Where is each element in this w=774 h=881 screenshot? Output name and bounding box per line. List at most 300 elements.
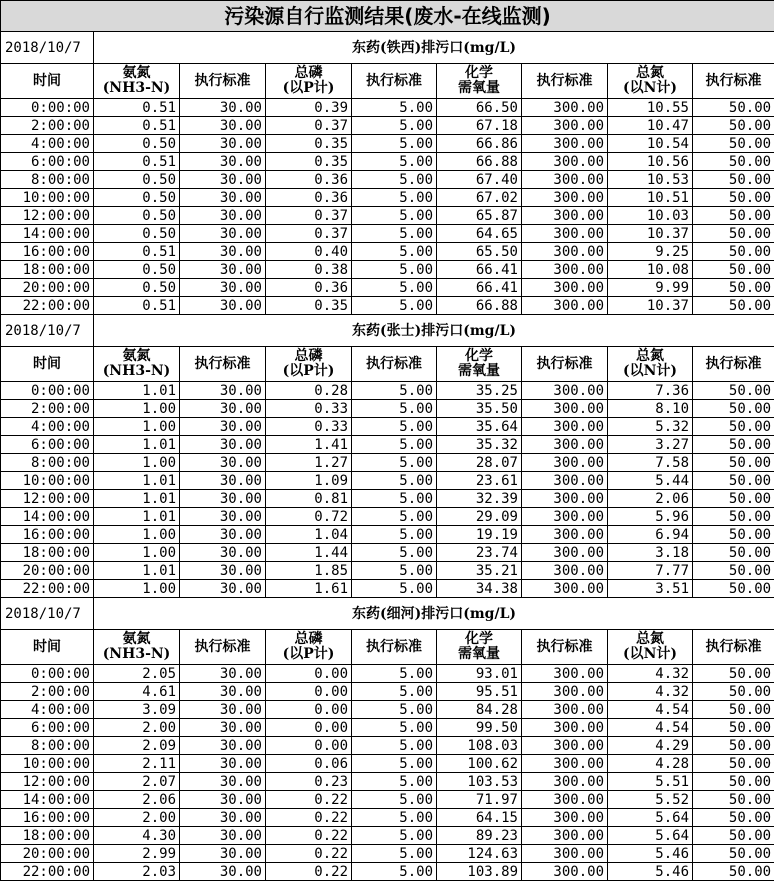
cod-value: 124.63 [437, 845, 522, 863]
cod-value: 93.01 [437, 665, 522, 683]
nitrogen-standard: 50.00 [693, 580, 774, 598]
time-cell: 6:00:00 [1, 153, 94, 171]
cod-value: 23.61 [437, 472, 522, 490]
cod-value: 66.41 [437, 261, 522, 279]
phosphorus-standard: 5.00 [352, 135, 437, 153]
ammonia-value: 2.00 [94, 719, 180, 737]
ammonia-standard: 30.00 [180, 207, 266, 225]
cod-standard: 300.00 [522, 773, 608, 791]
nitrogen-value: 4.28 [608, 755, 693, 773]
ammonia-standard: 30.00 [180, 562, 266, 580]
ammonia-value: 0.51 [94, 99, 180, 117]
phosphorus-value: 1.09 [266, 472, 352, 490]
ammonia-standard: 30.00 [180, 845, 266, 863]
table-row [1, 243, 774, 261]
section-header-row [1, 315, 774, 347]
nitrogen-value: 5.44 [608, 472, 693, 490]
phosphorus-standard: 5.00 [352, 526, 437, 544]
time-cell: 0:00:00 [1, 99, 94, 117]
phosphorus-value: 0.22 [266, 845, 352, 863]
time-cell: 18:00:00 [1, 261, 94, 279]
ammonia-standard: 30.00 [180, 243, 266, 261]
time-cell: 6:00:00 [1, 436, 94, 454]
section-date: 2018/10/7 [1, 598, 94, 630]
ammonia-standard: 30.00 [180, 261, 266, 279]
ammonia-value: 0.51 [94, 297, 180, 315]
ammonia-standard: 30.00 [180, 279, 266, 297]
phosphorus-value: 0.37 [266, 117, 352, 135]
table-row [1, 418, 774, 436]
ammonia-value: 1.01 [94, 490, 180, 508]
cod-standard: 300.00 [522, 153, 608, 171]
nitrogen-value: 9.99 [608, 279, 693, 297]
ammonia-value: 1.00 [94, 454, 180, 472]
phosphorus-standard: 5.00 [352, 99, 437, 117]
column-header-row [1, 64, 774, 99]
cod-value: 35.50 [437, 400, 522, 418]
cod-standard: 300.00 [522, 791, 608, 809]
nitrogen-value: 4.29 [608, 737, 693, 755]
cod-value: 65.50 [437, 243, 522, 261]
table-row [1, 225, 774, 243]
phosphorus-standard: 5.00 [352, 279, 437, 297]
table-row [1, 809, 774, 827]
phosphorus-value: 0.28 [266, 382, 352, 400]
standard-header: 执行标准 [352, 347, 437, 382]
nitrogen-standard: 50.00 [693, 225, 774, 243]
cod-value: 99.50 [437, 719, 522, 737]
cod-standard: 300.00 [522, 279, 608, 297]
cod-value: 66.88 [437, 297, 522, 315]
phosphorus-standard: 5.00 [352, 701, 437, 719]
nitrogen-value: 6.94 [608, 526, 693, 544]
nitrogen-standard: 50.00 [693, 737, 774, 755]
nitrogen-value: 5.46 [608, 845, 693, 863]
nitrogen-value: 10.55 [608, 99, 693, 117]
phosphorus-value: 0.00 [266, 683, 352, 701]
cod-standard: 300.00 [522, 207, 608, 225]
table-row [1, 526, 774, 544]
cod-standard: 300.00 [522, 418, 608, 436]
nitrogen-standard: 50.00 [693, 418, 774, 436]
time-cell: 20:00:00 [1, 279, 94, 297]
ammonia-standard: 30.00 [180, 297, 266, 315]
ammonia-standard: 30.00 [180, 418, 266, 436]
table-row [1, 117, 774, 135]
phosphorus-standard: 5.00 [352, 544, 437, 562]
phosphorus-standard: 5.00 [352, 400, 437, 418]
nitrogen-standard: 50.00 [693, 791, 774, 809]
ammonia-header: 氨氮 (NH3-N) [94, 347, 180, 382]
phosphorus-standard: 5.00 [352, 490, 437, 508]
time-cell: 20:00:00 [1, 845, 94, 863]
nitrogen-value: 10.51 [608, 189, 693, 207]
ammonia-standard: 30.00 [180, 665, 266, 683]
nitrogen-standard: 50.00 [693, 490, 774, 508]
table-row [1, 382, 774, 400]
ammonia-value: 0.50 [94, 279, 180, 297]
table-row [1, 454, 774, 472]
phosphorus-standard: 5.00 [352, 809, 437, 827]
phosphorus-value: 0.37 [266, 207, 352, 225]
phosphorus-standard: 5.00 [352, 508, 437, 526]
ammonia-value: 2.99 [94, 845, 180, 863]
phosphorus-value: 0.36 [266, 171, 352, 189]
ammonia-standard: 30.00 [180, 472, 266, 490]
nitrogen-standard: 50.00 [693, 845, 774, 863]
phosphorus-value: 0.22 [266, 827, 352, 845]
time-cell: 14:00:00 [1, 225, 94, 243]
ammonia-standard: 30.00 [180, 737, 266, 755]
nitrogen-standard: 50.00 [693, 773, 774, 791]
phosphorus-standard: 5.00 [352, 153, 437, 171]
outlet-name: 东药(张士)排污口(mg/L) [94, 315, 774, 347]
section-date: 2018/10/7 [1, 315, 94, 347]
time-header: 时间 [1, 347, 94, 382]
time-cell: 10:00:00 [1, 472, 94, 490]
nitrogen-standard: 50.00 [693, 189, 774, 207]
nitrogen-value: 10.37 [608, 225, 693, 243]
phosphorus-value: 0.00 [266, 701, 352, 719]
nitrogen-standard: 50.00 [693, 719, 774, 737]
time-cell: 14:00:00 [1, 508, 94, 526]
nitrogen-value: 3.27 [608, 436, 693, 454]
nitrogen-standard: 50.00 [693, 472, 774, 490]
table-row [1, 472, 774, 490]
cod-value: 66.50 [437, 99, 522, 117]
cod-standard: 300.00 [522, 755, 608, 773]
phosphorus-value: 0.22 [266, 863, 352, 881]
table-row [1, 683, 774, 701]
ammonia-standard: 30.00 [180, 454, 266, 472]
cod-value: 35.64 [437, 418, 522, 436]
time-header: 时间 [1, 64, 94, 99]
table-row [1, 153, 774, 171]
cod-header: 化学 需氧量 [437, 630, 522, 665]
phosphorus-standard: 5.00 [352, 297, 437, 315]
nitrogen-standard: 50.00 [693, 99, 774, 117]
phosphorus-value: 0.35 [266, 297, 352, 315]
cod-standard: 300.00 [522, 508, 608, 526]
cod-value: 67.18 [437, 117, 522, 135]
time-cell: 8:00:00 [1, 171, 94, 189]
table-row [1, 261, 774, 279]
time-cell: 14:00:00 [1, 791, 94, 809]
cod-standard: 300.00 [522, 243, 608, 261]
phosphorus-value: 0.00 [266, 665, 352, 683]
cod-standard: 300.00 [522, 135, 608, 153]
cod-standard: 300.00 [522, 827, 608, 845]
table-row [1, 135, 774, 153]
phosphorus-standard: 5.00 [352, 382, 437, 400]
nitrogen-value: 4.54 [608, 701, 693, 719]
phosphorus-standard: 5.00 [352, 791, 437, 809]
phosphorus-value: 0.72 [266, 508, 352, 526]
nitrogen-value: 5.52 [608, 791, 693, 809]
ammonia-value: 2.07 [94, 773, 180, 791]
ammonia-standard: 30.00 [180, 773, 266, 791]
nitrogen-value: 7.36 [608, 382, 693, 400]
cod-value: 64.15 [437, 809, 522, 827]
cod-standard: 300.00 [522, 454, 608, 472]
nitrogen-value: 5.51 [608, 773, 693, 791]
cod-header: 化学 需氧量 [437, 347, 522, 382]
phosphorus-value: 1.61 [266, 580, 352, 598]
cod-standard: 300.00 [522, 436, 608, 454]
ammonia-value: 0.50 [94, 189, 180, 207]
ammonia-value: 1.00 [94, 526, 180, 544]
nitrogen-value: 5.64 [608, 827, 693, 845]
ammonia-standard: 30.00 [180, 153, 266, 171]
time-cell: 22:00:00 [1, 863, 94, 881]
nitrogen-standard: 50.00 [693, 400, 774, 418]
phosphorus-value: 0.37 [266, 225, 352, 243]
time-cell: 16:00:00 [1, 243, 94, 261]
ammonia-header: 氨氮 (NH3-N) [94, 64, 180, 99]
time-cell: 10:00:00 [1, 755, 94, 773]
cod-value: 84.28 [437, 701, 522, 719]
nitrogen-standard: 50.00 [693, 562, 774, 580]
ammonia-standard: 30.00 [180, 809, 266, 827]
time-cell: 8:00:00 [1, 454, 94, 472]
nitrogen-standard: 50.00 [693, 827, 774, 845]
nitrogen-value: 4.32 [608, 665, 693, 683]
table-row [1, 279, 774, 297]
time-cell: 2:00:00 [1, 117, 94, 135]
ammonia-standard: 30.00 [180, 508, 266, 526]
phosphorus-value: 0.22 [266, 809, 352, 827]
cod-standard: 300.00 [522, 382, 608, 400]
cod-header: 化学 需氧量 [437, 64, 522, 99]
phosphorus-standard: 5.00 [352, 454, 437, 472]
nitrogen-value: 5.32 [608, 418, 693, 436]
nitrogen-standard: 50.00 [693, 243, 774, 261]
cod-standard: 300.00 [522, 562, 608, 580]
nitrogen-value: 10.03 [608, 207, 693, 225]
phosphorus-standard: 5.00 [352, 171, 437, 189]
table-row [1, 490, 774, 508]
cod-value: 35.25 [437, 382, 522, 400]
table-row [1, 755, 774, 773]
ammonia-value: 1.01 [94, 508, 180, 526]
ammonia-value: 1.00 [94, 580, 180, 598]
phosphorus-value: 0.39 [266, 99, 352, 117]
cod-value: 66.88 [437, 153, 522, 171]
page-title: 污染源自行监测结果(废水-在线监测) [1, 1, 774, 32]
nitrogen-value: 5.64 [608, 809, 693, 827]
nitrogen-value: 8.10 [608, 400, 693, 418]
cod-value: 35.21 [437, 562, 522, 580]
ammonia-standard: 30.00 [180, 526, 266, 544]
phosphorus-header: 总磷 (以P计) [266, 630, 352, 665]
nitrogen-standard: 50.00 [693, 683, 774, 701]
ammonia-standard: 30.00 [180, 490, 266, 508]
cod-value: 66.41 [437, 279, 522, 297]
ammonia-standard: 30.00 [180, 544, 266, 562]
ammonia-value: 4.61 [94, 683, 180, 701]
nitrogen-standard: 50.00 [693, 297, 774, 315]
section-header-row [1, 32, 774, 64]
nitrogen-standard: 50.00 [693, 207, 774, 225]
phosphorus-value: 0.81 [266, 490, 352, 508]
cod-value: 28.07 [437, 454, 522, 472]
ammonia-value: 1.00 [94, 400, 180, 418]
cod-value: 34.38 [437, 580, 522, 598]
ammonia-standard: 30.00 [180, 171, 266, 189]
nitrogen-value: 10.08 [608, 261, 693, 279]
phosphorus-value: 1.41 [266, 436, 352, 454]
ammonia-standard: 30.00 [180, 99, 266, 117]
cod-standard: 300.00 [522, 526, 608, 544]
table-row [1, 701, 774, 719]
table-row [1, 171, 774, 189]
phosphorus-header: 总磷 (以P计) [266, 64, 352, 99]
ammonia-standard: 30.00 [180, 436, 266, 454]
phosphorus-value: 0.23 [266, 773, 352, 791]
phosphorus-value: 1.27 [266, 454, 352, 472]
nitrogen-value: 7.77 [608, 562, 693, 580]
cod-value: 32.39 [437, 490, 522, 508]
nitrogen-standard: 50.00 [693, 701, 774, 719]
cod-value: 23.74 [437, 544, 522, 562]
phosphorus-value: 0.33 [266, 400, 352, 418]
time-cell: 12:00:00 [1, 773, 94, 791]
time-cell: 12:00:00 [1, 490, 94, 508]
ammonia-value: 0.50 [94, 171, 180, 189]
table-row [1, 580, 774, 598]
phosphorus-value: 1.44 [266, 544, 352, 562]
ammonia-standard: 30.00 [180, 189, 266, 207]
nitrogen-standard: 50.00 [693, 382, 774, 400]
nitrogen-standard: 50.00 [693, 665, 774, 683]
ammonia-value: 2.09 [94, 737, 180, 755]
standard-header: 执行标准 [352, 64, 437, 99]
time-cell: 2:00:00 [1, 683, 94, 701]
outlet-name: 东药(铁西)排污口(mg/L) [94, 32, 774, 64]
ammonia-standard: 30.00 [180, 400, 266, 418]
ammonia-standard: 30.00 [180, 382, 266, 400]
phosphorus-standard: 5.00 [352, 189, 437, 207]
nitrogen-value: 3.51 [608, 580, 693, 598]
nitrogen-standard: 50.00 [693, 117, 774, 135]
cod-standard: 300.00 [522, 809, 608, 827]
cod-standard: 300.00 [522, 400, 608, 418]
ammonia-standard: 30.00 [180, 755, 266, 773]
cod-value: 29.09 [437, 508, 522, 526]
standard-header: 执行标准 [693, 630, 774, 665]
standard-header: 执行标准 [522, 64, 608, 99]
section-header-row [1, 598, 774, 630]
nitrogen-standard: 50.00 [693, 755, 774, 773]
ammonia-standard: 30.00 [180, 827, 266, 845]
ammonia-value: 1.01 [94, 472, 180, 490]
ammonia-standard: 30.00 [180, 791, 266, 809]
phosphorus-standard: 5.00 [352, 225, 437, 243]
cod-standard: 300.00 [522, 701, 608, 719]
time-cell: 22:00:00 [1, 297, 94, 315]
standard-header: 执行标准 [352, 630, 437, 665]
phosphorus-value: 0.22 [266, 791, 352, 809]
phosphorus-value: 0.00 [266, 737, 352, 755]
time-cell: 4:00:00 [1, 701, 94, 719]
cod-value: 89.23 [437, 827, 522, 845]
nitrogen-value: 10.37 [608, 297, 693, 315]
table-row [1, 562, 774, 580]
nitrogen-value: 10.53 [608, 171, 693, 189]
phosphorus-standard: 5.00 [352, 117, 437, 135]
nitrogen-standard: 50.00 [693, 171, 774, 189]
ammonia-standard: 30.00 [180, 135, 266, 153]
time-cell: 10:00:00 [1, 189, 94, 207]
standard-header: 执行标准 [522, 347, 608, 382]
phosphorus-value: 0.36 [266, 279, 352, 297]
cod-value: 71.97 [437, 791, 522, 809]
ammonia-value: 0.51 [94, 243, 180, 261]
nitrogen-standard: 50.00 [693, 436, 774, 454]
ammonia-value: 0.50 [94, 135, 180, 153]
table-row [1, 773, 774, 791]
cod-standard: 300.00 [522, 719, 608, 737]
ammonia-value: 3.09 [94, 701, 180, 719]
phosphorus-header: 总磷 (以P计) [266, 347, 352, 382]
phosphorus-standard: 5.00 [352, 418, 437, 436]
time-header: 时间 [1, 630, 94, 665]
nitrogen-standard: 50.00 [693, 809, 774, 827]
table-row [1, 863, 774, 881]
nitrogen-value: 10.47 [608, 117, 693, 135]
nitrogen-standard: 50.00 [693, 279, 774, 297]
phosphorus-value: 0.33 [266, 418, 352, 436]
ammonia-value: 2.06 [94, 791, 180, 809]
nitrogen-standard: 50.00 [693, 544, 774, 562]
ammonia-value: 1.01 [94, 562, 180, 580]
phosphorus-standard: 5.00 [352, 737, 437, 755]
ammonia-value: 0.50 [94, 261, 180, 279]
cod-standard: 300.00 [522, 297, 608, 315]
nitrogen-value: 9.25 [608, 243, 693, 261]
cod-value: 64.65 [437, 225, 522, 243]
time-cell: 12:00:00 [1, 207, 94, 225]
standard-header: 执行标准 [522, 630, 608, 665]
table-row [1, 189, 774, 207]
nitrogen-value: 5.96 [608, 508, 693, 526]
column-header-row [1, 347, 774, 382]
nitrogen-standard: 50.00 [693, 153, 774, 171]
nitrogen-value: 4.32 [608, 683, 693, 701]
table-row [1, 544, 774, 562]
cod-standard: 300.00 [522, 580, 608, 598]
section-date: 2018/10/7 [1, 32, 94, 64]
cod-standard: 300.00 [522, 863, 608, 881]
time-cell: 4:00:00 [1, 135, 94, 153]
outlet-name: 东药(细河)排污口(mg/L) [94, 598, 774, 630]
time-cell: 16:00:00 [1, 809, 94, 827]
cod-value: 103.53 [437, 773, 522, 791]
ammonia-value: 0.51 [94, 117, 180, 135]
table-row [1, 297, 774, 315]
nitrogen-standard: 50.00 [693, 863, 774, 881]
phosphorus-standard: 5.00 [352, 755, 437, 773]
phosphorus-standard: 5.00 [352, 845, 437, 863]
cod-standard: 300.00 [522, 171, 608, 189]
time-cell: 18:00:00 [1, 544, 94, 562]
nitrogen-standard: 50.00 [693, 261, 774, 279]
table-row [1, 791, 774, 809]
table-row [1, 400, 774, 418]
standard-header: 执行标准 [693, 347, 774, 382]
phosphorus-standard: 5.00 [352, 261, 437, 279]
nitrogen-value: 3.18 [608, 544, 693, 562]
